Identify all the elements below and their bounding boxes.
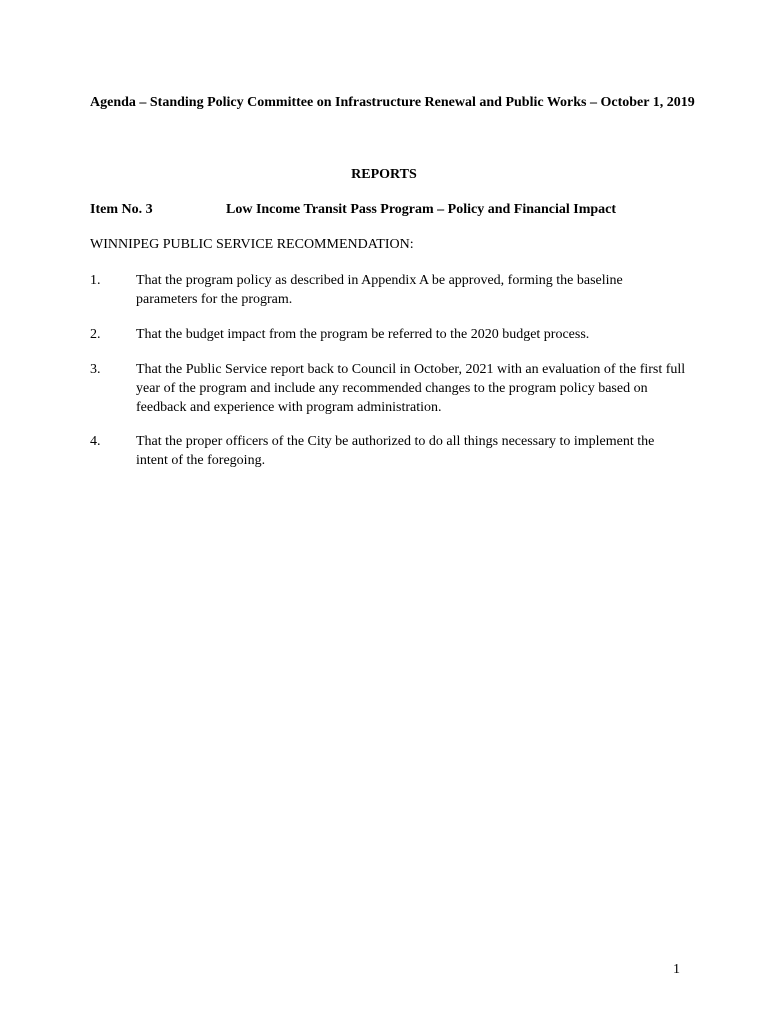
recommendation-text: That the proper officers of the City be authorized to do all things necessary to implement the intent of the foregoing. [136,434,655,468]
recommendation-number: 3. [90,362,101,377]
recommendation-text: That the Public Service report back to Council in October, 2021 with an evaluation of the first full year of the program and include any recommended changes to the program policy based on feedback and experience with program administration. [136,362,686,415]
recommendation-heading: WINNIPEG PUBLIC SERVICE RECOMMENDATION: [90,237,414,252]
agenda-title: Agenda – Standing Policy Committee on Infrastructure Renewal and Public Works – October 1, 2019 [90,95,695,110]
page-number: 1 [673,962,680,977]
recommendation-text: That the budget impact from the program be referred to the 2020 budget process. [136,327,590,342]
item-title: Low Income Transit Pass Program – Policy and Financial Impact [226,202,617,217]
item-number: Item No. 3 [90,202,153,217]
recommendation-number: 4. [90,434,101,449]
recommendation-text: That the program policy as described in Appendix A be approved, forming the baseline parameters for the program. [136,273,623,307]
section-heading: REPORTS [351,167,417,182]
recommendation-number: 2. [90,327,101,342]
recommendation-number: 1. [90,273,101,288]
